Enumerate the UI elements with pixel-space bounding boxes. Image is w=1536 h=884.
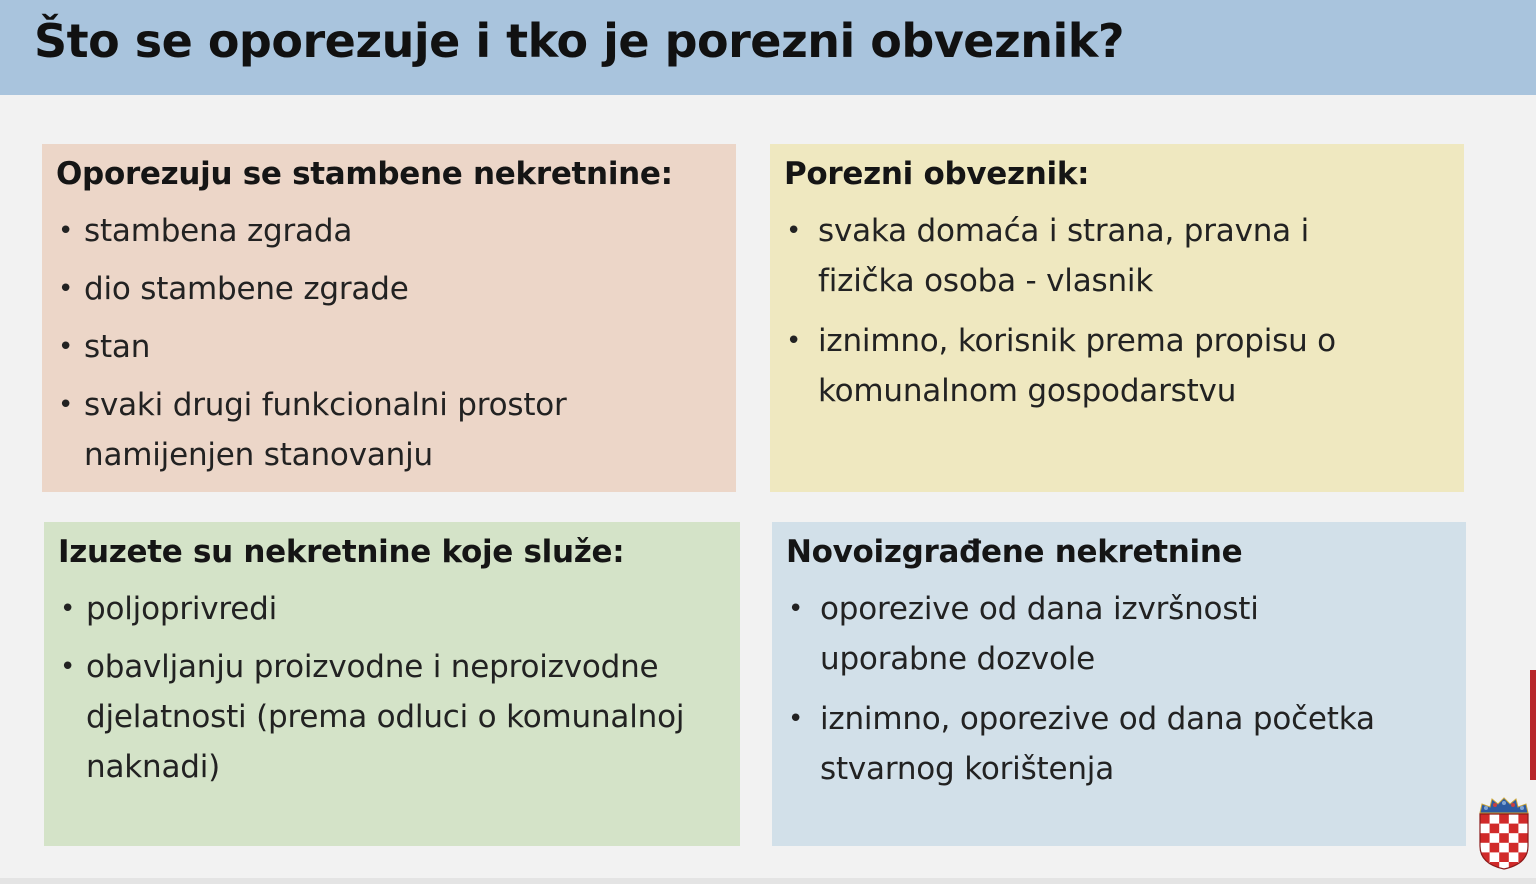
bullet-list [56,206,722,480]
bullet-icon: • [60,652,76,682]
box-heading: Izuzete su nekretnine koje služe: [58,534,625,570]
bullet-icon: • [58,332,74,362]
bullet-icon: • [58,274,74,304]
bullet-icon: • [788,594,804,624]
list-item: • iznimno, korisnik prema propisu o komunalnom gospodarstvu [784,316,1450,416]
list-item: • iznimno, oporezive od dana početka stvarnog korištenja [786,694,1452,794]
list-item: • svaki drugi funkcionalni prostor namijenjen stanovanju [56,380,722,480]
list-item: • dio stambene zgrade [56,264,722,314]
bullet-icon: • [788,704,804,734]
bullet-icon: • [58,216,74,246]
box-taxed-properties [42,144,736,492]
title-bar [0,0,1536,95]
box-taxpayer [770,144,1464,492]
bullet-list [58,584,726,792]
bottom-divider [0,878,1536,884]
bullet-icon: • [786,216,802,246]
list-item: • stan [56,322,722,372]
list-item: • stambena zgrada [56,206,722,256]
box-heading: Porezni obveznik: [784,156,1090,192]
list-item: • oporezive od dana izvršnosti uporabne dozvole [786,584,1452,684]
edge-accent-bar [1530,670,1536,780]
list-item: • poljoprivredi [58,584,726,634]
bullet-list [786,584,1452,794]
list-item: • obavljanju proizvodne i neproizvodne djelatnosti (prema odluci o komunalnoj naknadi) [58,642,726,792]
box-newly-built-properties [772,522,1466,846]
bullet-icon: • [60,594,76,624]
bullet-icon: • [786,326,802,356]
croatian-coat-of-arms-icon [1478,796,1530,870]
bullet-icon: • [58,390,74,420]
bullet-list [784,206,1450,416]
slide-title: Što se oporezuje i tko je porezni obveznik? [34,14,1125,68]
box-heading: Oporezuju se stambene nekretnine: [56,156,673,192]
list-item: • svaka domaća i strana, pravna i fizička osoba - vlasnik [784,206,1450,306]
box-heading: Novoizgrađene nekretnine [786,534,1243,570]
box-exempt-properties [44,522,740,846]
